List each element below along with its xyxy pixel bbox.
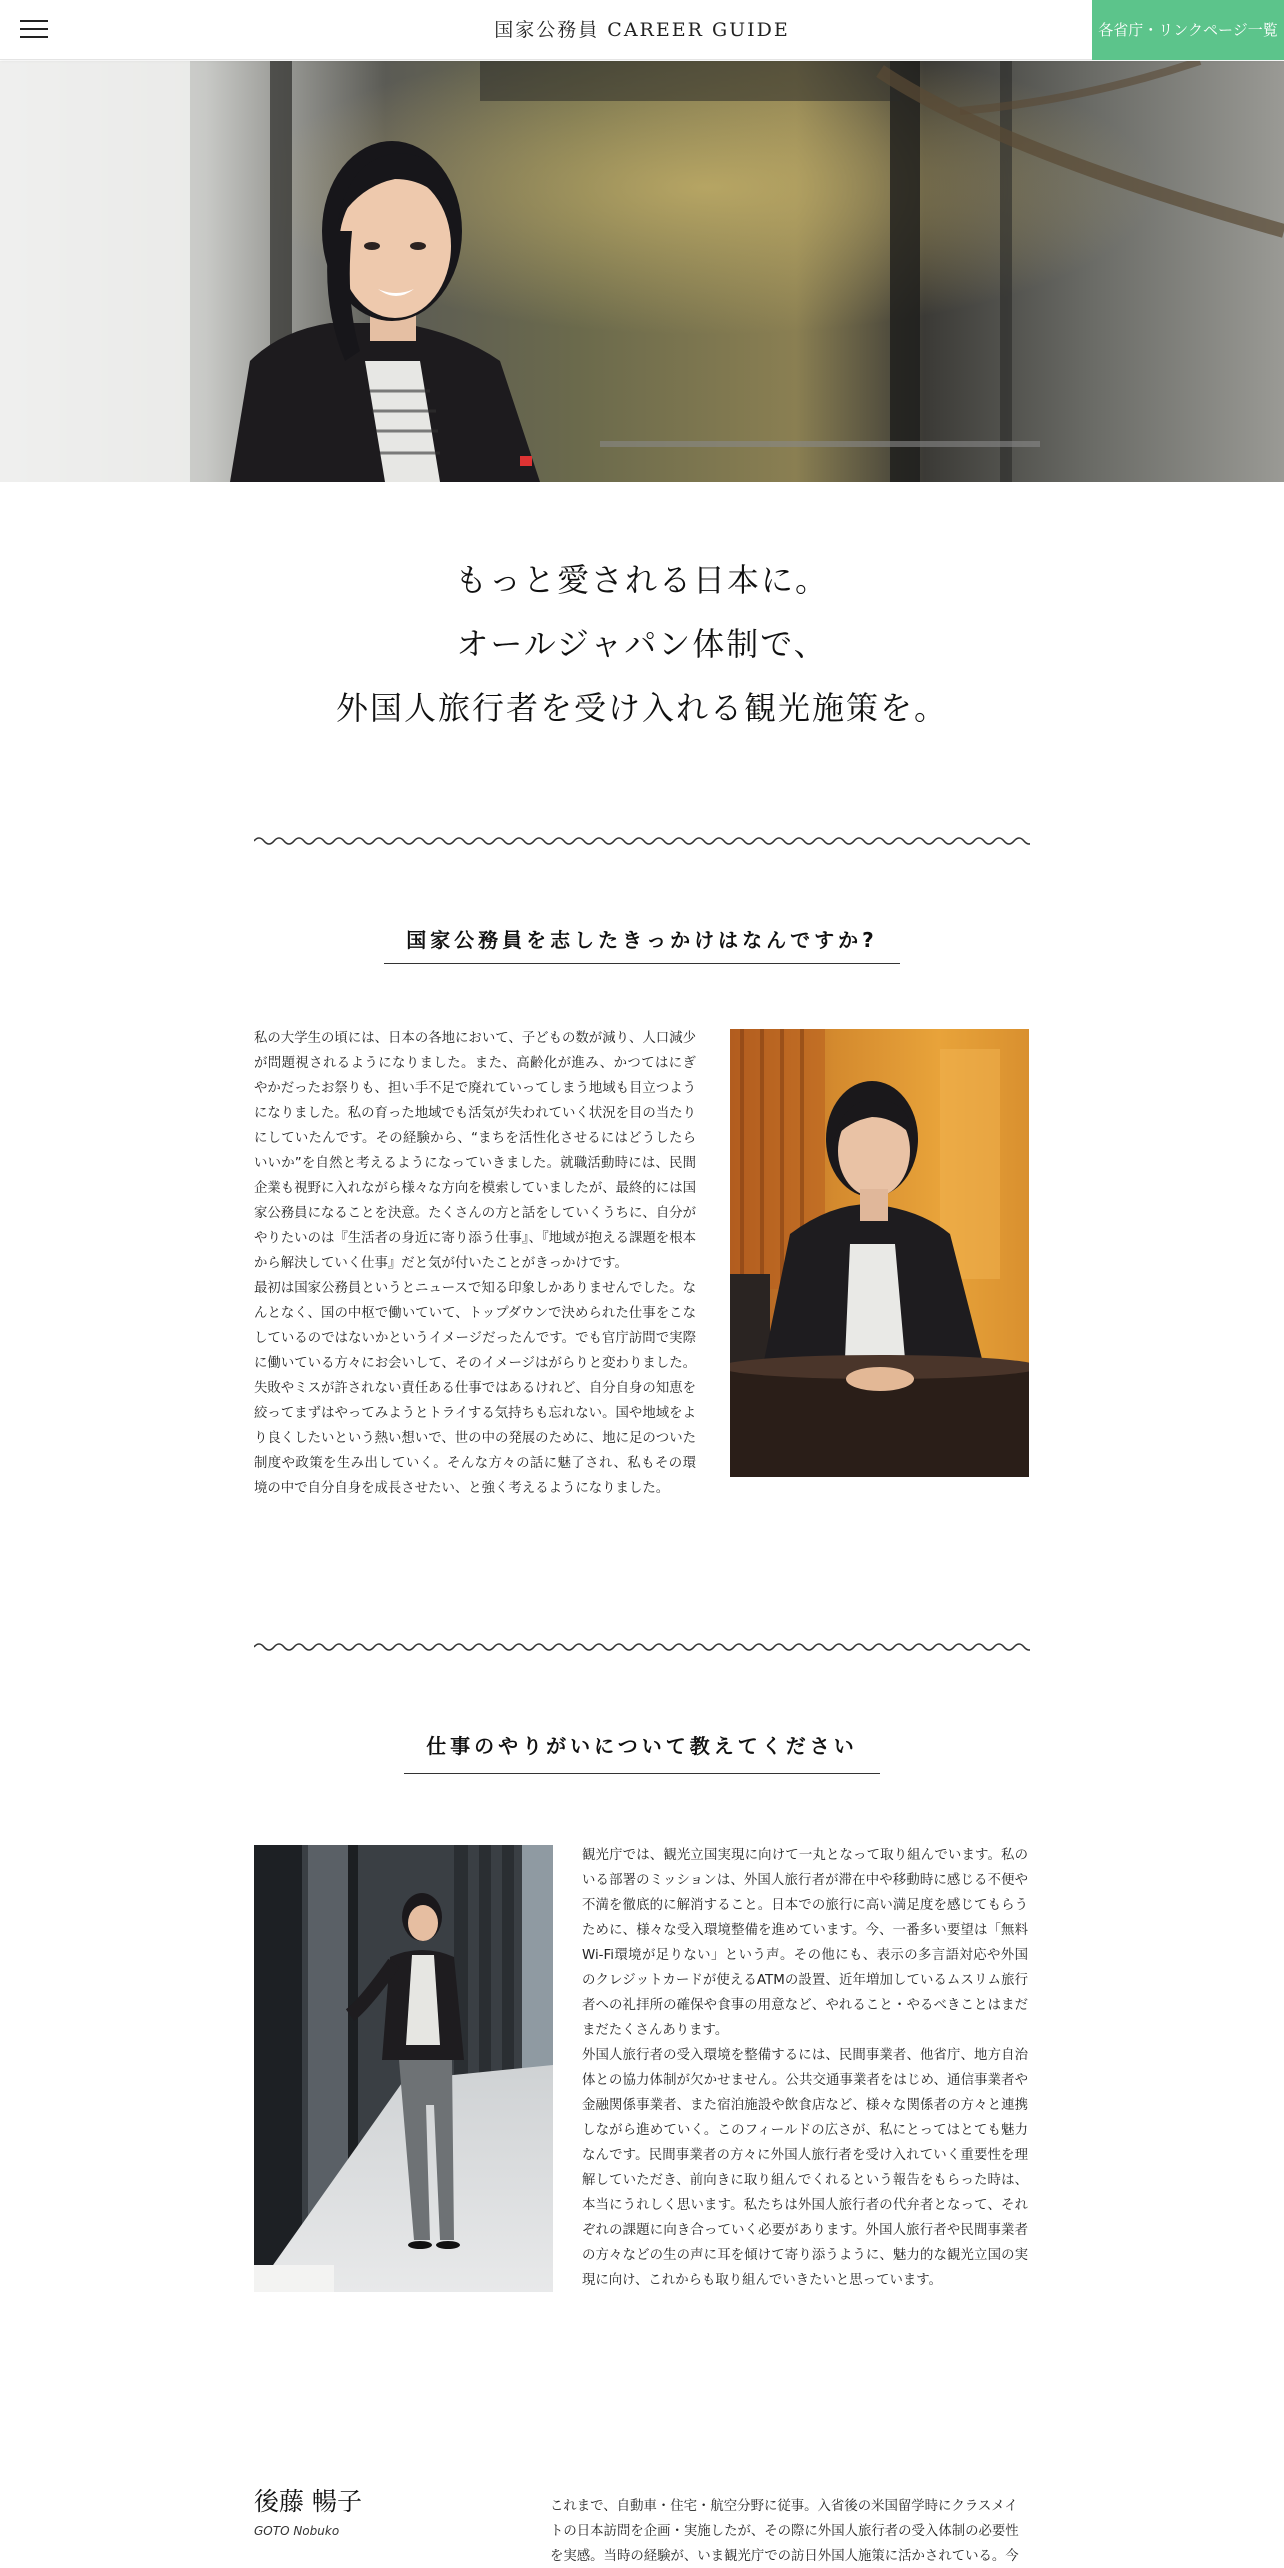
section2-body xyxy=(582,1843,1028,2293)
menu-icon[interactable] xyxy=(20,18,48,40)
paragraph: 観光庁では、観光立国実現に向けて一丸となって取り組んでいます。私のいる部署のミッションは、外国人旅行者が滞在中や移動時に感じる不便や不満を徹底的に解消すること。日本での旅行に高い満足度を感じてもらうために、様々な受入環境整備を進めています。今、一番多い要望は「無料Wi-Fi環境が足りない」という声。その他にも、表示の多言語対応や外国のクレジットカードが使えるATMの設置、近年増加しているムスリム旅行者への礼拝所の確保や食事の用意など、やれること・やるべきことはまだまだたくさんあります。 xyxy=(582,1848,1028,2038)
wavy-divider xyxy=(254,834,1030,848)
paragraph: 私の大学生の頃には、日本の各地において、子どもの数が減り、人口減少が問題視されるようになりました。また、高齢化が進み、かつてはにぎやかだったお祭りも、担い手不足で廃れていってしまう地域も目立つようになりました。私の育った地域でも活気が失われていく状況を目の当たりにしていたんです。その経験から、“まちを活性化させるにはどうしたらいいか”を自然と考えるようになっていきました。就職活動時には、民間企業も視野に入れながら様々な方向を模索していましたが、最終的には国家公務員になることを決意。たくさんの方と話をしていくうちに、自分がやりたいのは『生活者の身近に寄り添う仕事』、『地域が抱える課題を根本から解決していく仕事』だと気が付いたことがきっかけです。 xyxy=(254,1031,696,1271)
hero-photo xyxy=(0,61,1284,482)
section-heading xyxy=(0,924,1284,964)
profile-roman-name: GOTO Nobuko xyxy=(254,2524,340,2538)
section-heading-text: 仕事のやりがいについて教えてください xyxy=(404,1730,880,1774)
standing-photo xyxy=(254,1845,553,2292)
section-heading xyxy=(0,1730,1284,1774)
section1-body xyxy=(254,1026,696,1501)
paragraph: 外国人旅行者の受入環境を整備するには、民間事業者、他省庁、地方自治体との協力体制が欠かせません。公共交通事業者をはじめ、通信事業者や金融関係事業者、また宿泊施設や飲食店など、様々な関係者の方々と連携しながら進めていく。このフィールドの広さが、私にとってはとても魅力なんです。民間事業者の方々に外国人旅行者を受け入れていく重要性を理解していただき、前向きに取り組んでくれるという報告をもらった時は、本当にうれしく思います。私たちは外国人旅行者の代弁者となって、それぞれの課題に向き合っていく必要があります。外国人旅行者や民間事業者の方々などの生の声に耳を傾けて寄り添うように、魅力的な観光立国の実現に向け、これからも取り組んでいきたいと思っています。 xyxy=(582,2048,1028,2288)
lead-line: 外国人旅行者を受け入れる観光施策を。 xyxy=(335,689,948,727)
site-title-link[interactable]: 国家公務員 CAREER GUIDE xyxy=(494,19,790,41)
section-heading-text: 国家公務員を志したきっかけはなんですか? xyxy=(384,924,900,964)
profile-text: これまで、自動車・住宅・航空分野に従事。入省後の米国留学時にクラスメイトの日本訪問を企画・実施したが、その際に外国人旅行者の受入体制の必要性を実感。当時の経験が、いま観光庁での訪日外国人施策に活かされている。今 xyxy=(550,2499,1019,2564)
paragraph: 最初は国家公務員というとニュースで知る印象しかありませんでした。なんとなく、国の中枢で働いていて、トップダウンで決められた仕事をこなしているのではないかというイメージだったんです。でも官庁訪問で実際に働いている方々にお会いして、そのイメージはがらりと変わりました。失敗やミスが許されない責任ある仕事ではあるけれど、自分自身の知恵を絞ってまずはやってみようとトライする気持ちも忘れない。国や地域をより良くしたいという熱い想いで、世の中の発展のために、地に足のついた制度や政策を生み出していく。そんな方々の話に魅了され、私もその環境の中で自分自身を成長させたい、と強く考えるようになりました。 xyxy=(254,1281,696,1496)
lead-line: オールジャパン体制で、 xyxy=(456,625,828,663)
agency-links-button[interactable]: 各省庁・リンクページ一覧 xyxy=(1092,0,1284,60)
interview-photo xyxy=(730,1029,1029,1477)
profile-name: 後藤 暢子 xyxy=(254,2487,362,2516)
wavy-divider xyxy=(254,1640,1030,1654)
site-header xyxy=(0,0,1284,60)
lead-line: もっと愛される日本に。 xyxy=(454,561,829,599)
lead-copy xyxy=(0,548,1284,740)
